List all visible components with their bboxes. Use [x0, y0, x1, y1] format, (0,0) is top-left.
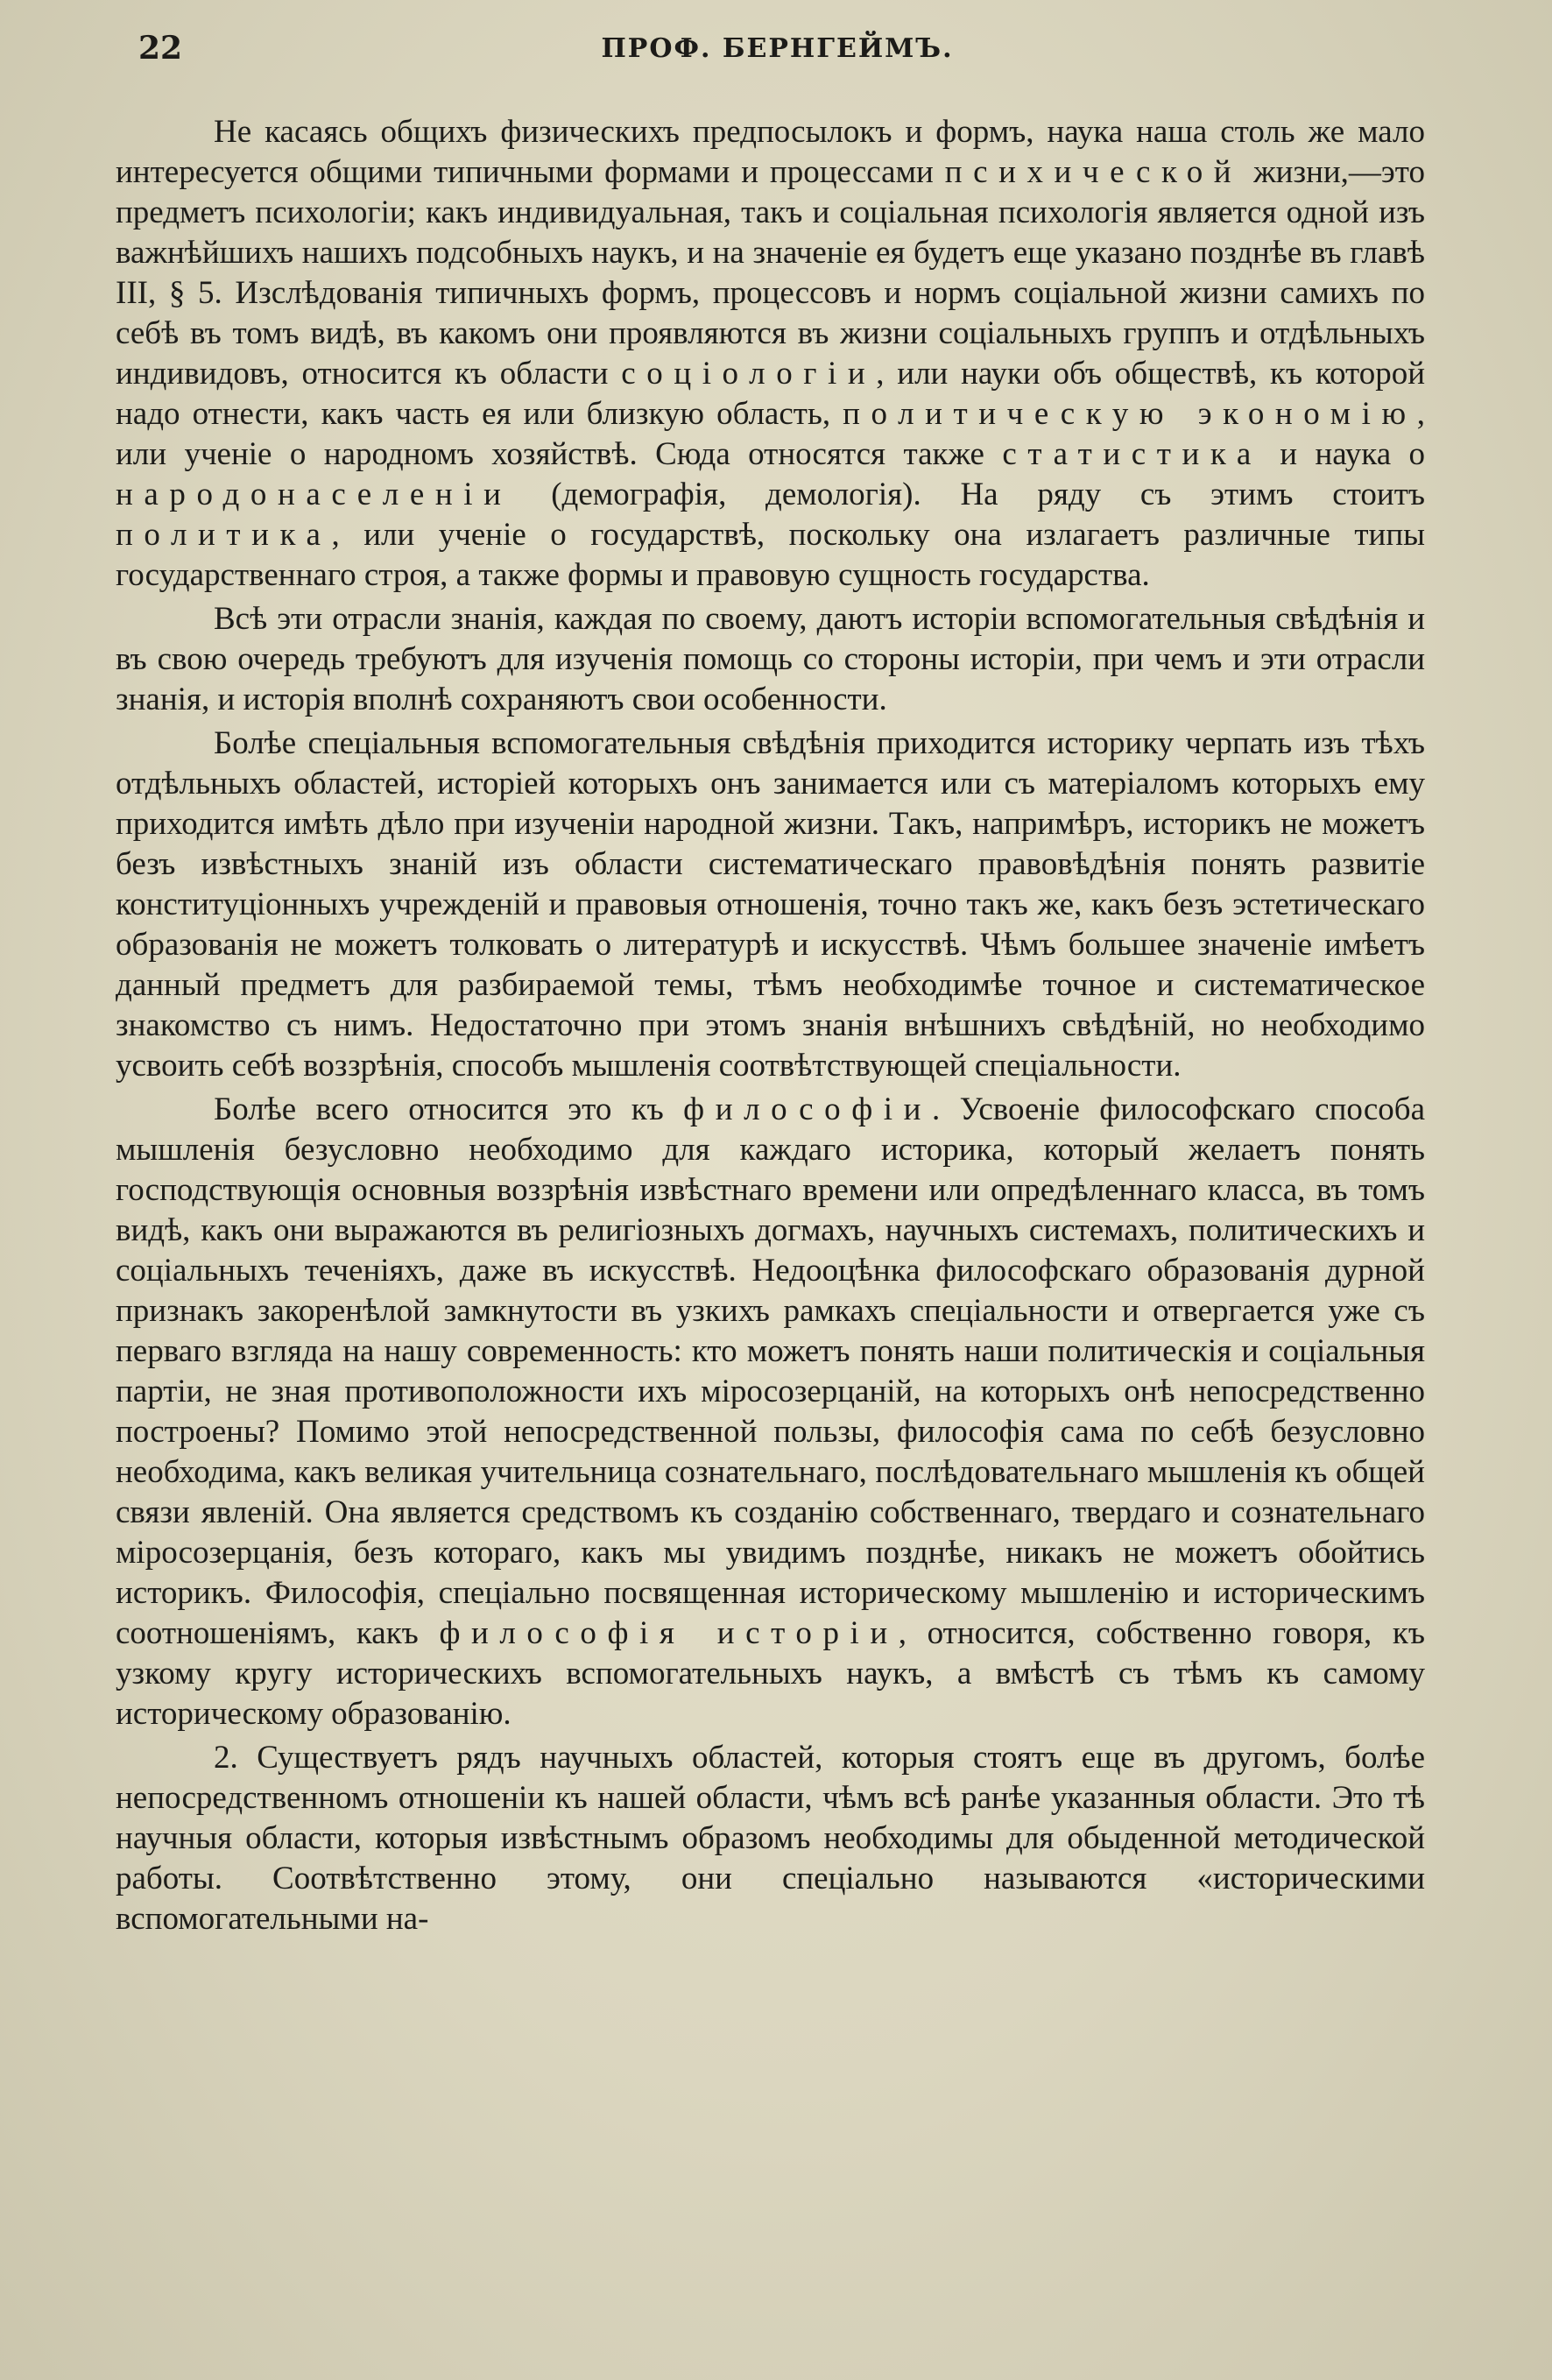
page-number: 22: [138, 30, 183, 67]
text-run: Всѣ эти отрасли знанія, каждая по своему, даютъ исторіи вспомогательныя свѣдѣнія и въ свою очередь требуютъ для изученія помощь со стороны исторіи, при чемъ и эти отрасли знанія, и исторія вполнѣ сохраняютъ свои особенности.: [116, 601, 1425, 717]
text-run: жизни,—это предметъ психологіи; какъ индивидуальная, такъ и соціальная психологія является одной изъ важнѣйшихъ нашихъ подсобныхъ наукъ, и на значеніе ея будетъ еще указано позднѣе въ главѣ III, § 5. Изслѣдованія типичныхъ формъ, процессовъ и нормъ соціальной жизни самихъ по себѣ въ томъ видѣ, въ какомъ они проявляются въ жизни соціальныхъ группъ и отдѣльныхъ индивидовъ, относится къ области: [116, 154, 1425, 392]
text-run: Болѣе спеціальныя вспомогательныя свѣдѣнія приходится историку черпать изъ тѣхъ отдѣльныхъ областей, исторіей которыхъ онъ занимается или съ матеріаломъ которыхъ ему приходится имѣть дѣло при изученіи народной жизни. Такъ, напримѣръ, историкъ не можетъ безъ извѣстныхъ знаній изъ области систематическаго правовѣдѣнія понять развитіе конституціонныхъ учрежденій и правовыя отношенія, точно такъ же, какъ безъ эстетическаго образованія не можетъ толковать о литературѣ и искусствѣ. Чѣмъ большее значеніе имѣетъ данный предметъ для разбираемой темы, тѣмъ необходимѣе точное и систематическое знакомство съ нимъ. Недостаточно при этомъ знанія внѣшнихъ свѣдѣній, но необходимо усвоить себѣ воззрѣнія, способъ мышленія соотвѣтствующей спеціальности.: [116, 725, 1425, 1084]
spaced-emphasis: психической: [944, 154, 1243, 190]
spaced-emphasis: философія исторіи: [439, 1615, 899, 1651]
running-title: ПРОФ. БЕРНГЕЙМЪ.: [601, 33, 954, 64]
paragraph: [116, 1090, 1425, 1734]
text-run: , или ученіе о народномъ хозяйствѣ. Сюда относятся также: [116, 396, 1425, 472]
text-run: , или науки объ обществѣ, къ которой надо отнести, какъ часть ея или близкую область,: [116, 356, 1425, 432]
text-run: 2. Существуетъ рядъ научныхъ областей, которыя стоятъ еще въ другомъ, болѣе непосредственномъ отношеніи къ нашей области, чѣмъ всѣ ранѣе указанныя области. Это тѣ научныя области, которыя извѣстнымъ образомъ необходимы для обыденной методической работы. Соотвѣтственно этому, они спеціально называются «историческими вспомогательными на-: [116, 1740, 1425, 1937]
paragraph: [116, 724, 1425, 1086]
text-run: . Усвоеніе философскаго способа мышленія безусловно необходимо для каждаго историка, который желаетъ понять господствующія основныя воззрѣнія извѣстнаго времени или опредѣленнаго класса, въ томъ видѣ, какъ они выражаются въ религіозныхъ догмахъ, научныхъ системахъ, политическихъ и соціальныхъ теченіяхъ, даже въ искусствѣ. Недооцѣнка философскаго образованія дурной признакъ закоренѣлой замкнутости въ узкихъ рамкахъ спеціальности и отвергается уже съ перваго взгляда на нашу современность: кто можетъ понять наши политическія и соціальныя партіи, не зная противоположности ихъ міросозерцаній, на которыхъ онѣ непосредственно построены? Помимо этой непосредственной пользы, философія сама по себѣ безусловно необходима, какъ великая учительница сознательнаго, послѣдовательнаго мышленія къ общей связи явленій. Она является средствомъ къ созданію собственнаго, твердаго и сознательнаго міросозерцанія, безъ котораго, какъ мы увидимъ позднѣе, никакъ не можетъ обойтись историкъ. Философія, спеціально посвященная историческому мышленію и историческимъ соотношеніямъ, какъ: [116, 1091, 1425, 1651]
paragraph: [116, 1738, 1425, 1939]
text-run: , относится, собственно говоря, къ узкому кругу историческихъ вспомогательныхъ наукъ, а вмѣстѣ съ тѣмъ къ самому историческому образованію.: [116, 1615, 1425, 1732]
spaced-emphasis: соціологіи: [621, 356, 877, 392]
paragraph: [116, 112, 1425, 596]
spaced-emphasis: философіи: [683, 1091, 933, 1127]
spaced-emphasis: политика: [116, 517, 332, 553]
paragraph: [116, 599, 1425, 720]
running-head: [131, 30, 1423, 65]
text-run: Не касаясь общихъ физическихъ предпосылокъ и формъ, наука наша столь же мало интересуется общими типичными формами и процессами: [116, 114, 1425, 190]
text-run: , или ученіе о государствѣ, поскольку она излагаетъ различные типы государственнаго строя, а также формы и правовую сущность государства.: [116, 517, 1425, 593]
spaced-emphasis: народонаселеніи: [116, 477, 512, 512]
spaced-emphasis: статистика: [1002, 436, 1262, 472]
text-run: (демографія, демологія). На ряду съ этимъ стоитъ: [511, 477, 1425, 512]
text-run: Болѣе всего относится это къ: [214, 1091, 684, 1127]
text-run: и наука о: [1261, 436, 1426, 472]
body-text: [116, 112, 1425, 1943]
spaced-emphasis: политическую экономію: [843, 396, 1417, 432]
